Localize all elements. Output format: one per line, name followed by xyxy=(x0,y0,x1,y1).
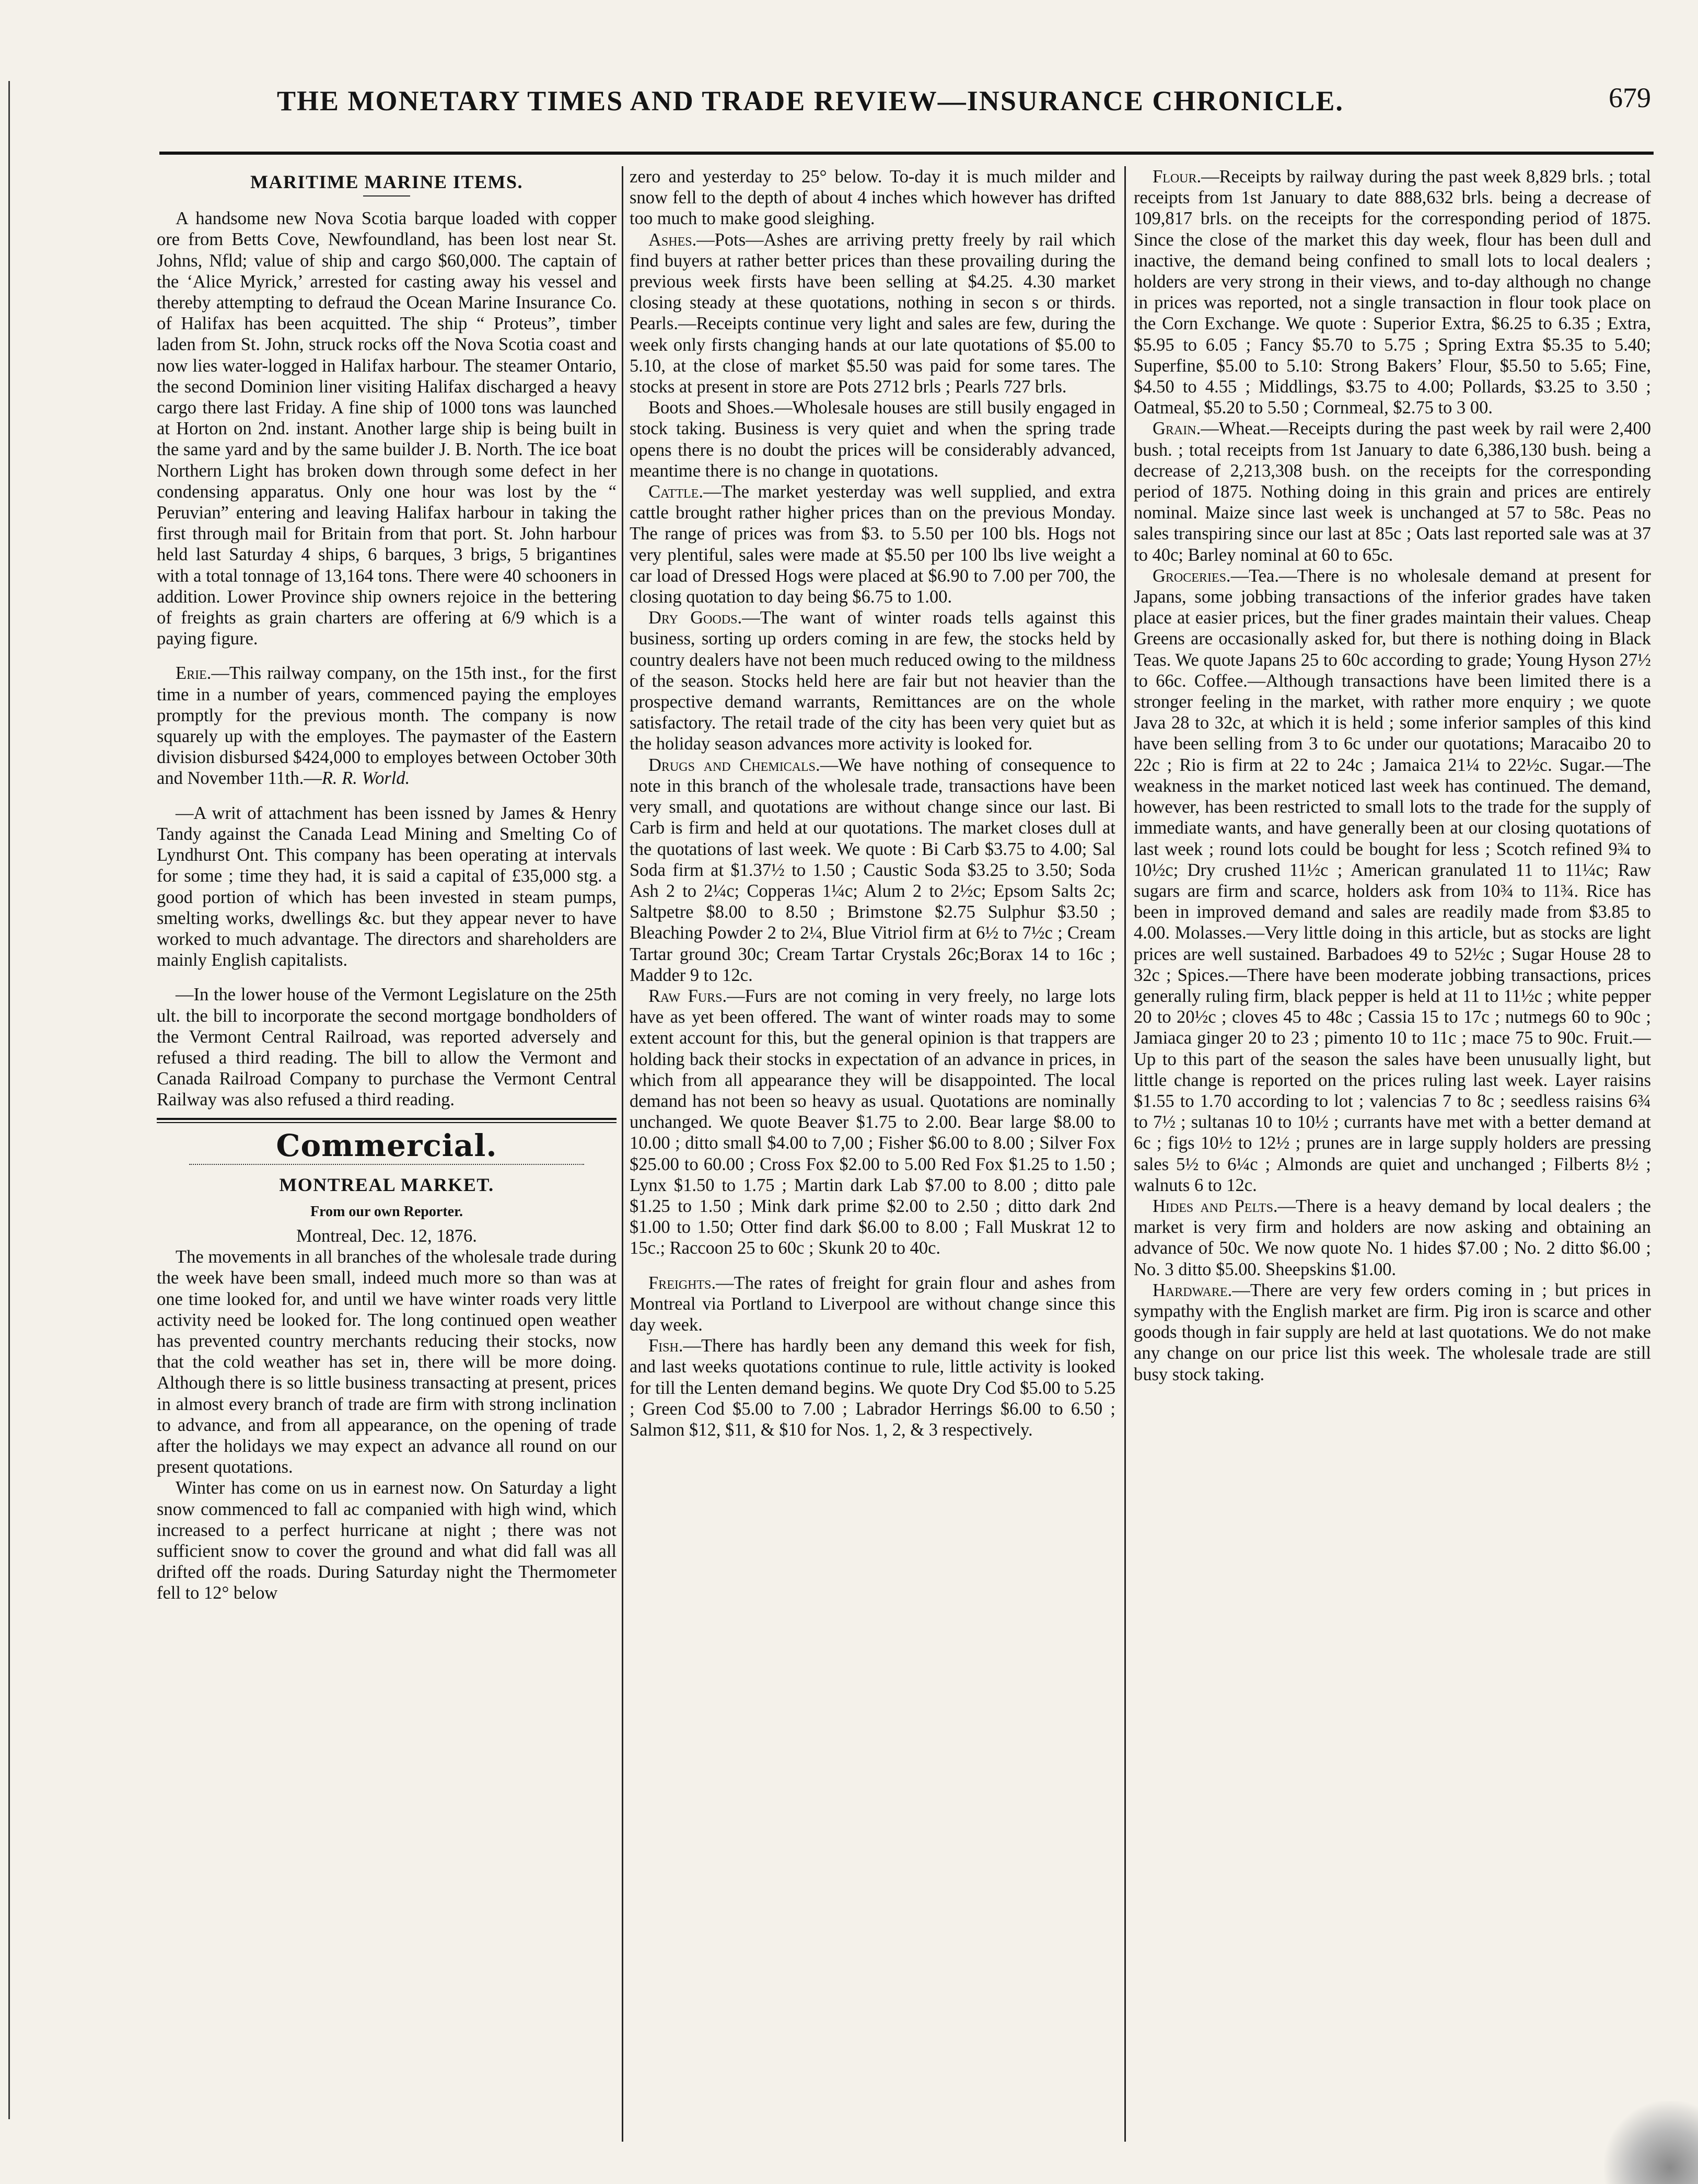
raw-furs-head: Raw Furs. xyxy=(648,986,727,1006)
hardware-paragraph xyxy=(1134,1280,1651,1385)
groceries-paragraph xyxy=(1134,565,1651,1196)
continued-paragraph: zero and yesterday to 25° below. To-day it is much milder and snow fell to the depth of about 4 inches which however has drifted too much to make good sleighing. xyxy=(630,167,1115,229)
page-number: 679 xyxy=(1609,82,1651,113)
flour-body: —Receipts by railway during the past week 8,829 brls. ; total receipts from 1st January to date 888,632 brls. being a decrease of 109,817 brls. on the receipts for the corresponding period of 1875. Since the close of the market this day week, flour has been dull and inactive, the demand being confined to small lots to local dealers ; holders are very strong in their views, and to-day although no change in prices was reported, not a single transaction in flour took place on the Corn Exchange. We quote : Superior Extra, $6.25 to 6.35 ; Extra, $5.95 to 6.05 ; Fancy $5.70 to 5.75 ; Spring Extra $5.35 to 5.40; Superfine, $5.00 to 5.10: Strong Bakers’ Flour, $5.50 to 5.65; Fine, $4.50 to 4.55 ; Middlings, $3.75 to 4.00; Pollards, $3.25 to 3.50 ; Oatmeal, $5.20 to 5.50 ; Cornmeal, $2.75 to 3 00. xyxy=(1134,167,1651,418)
boots-paragraph: Boots and Shoes.—Wholesale houses are still busily engaged in stock taking. Business is very quiet and when the spring trade opens there is no doubt the prices will be considerably advanced, meantime there is no change in quotations. xyxy=(630,398,1115,481)
freights-paragraph xyxy=(630,1273,1115,1336)
montreal-market-title: MONTREAL MARKET. xyxy=(279,1174,494,1195)
dry-goods-head: Dry Goods. xyxy=(648,608,742,628)
freights-body: —The rates of freight for grain flour and ashes from Montreal via Portland to Liverpool are without change since this day week. xyxy=(630,1273,1115,1335)
erie-paragraph xyxy=(157,663,617,789)
hides-head: Hides and Pelts. xyxy=(1153,1196,1278,1216)
column-3 xyxy=(1134,166,1651,2152)
erie-source: R. R. World. xyxy=(321,768,410,789)
drugs-body: —We have nothing of consequence to note in this branch of the wholesale trade, transactions have been very small, and quotations are without change since our last. Bi Carb is firm and held at our quotations. The market closes dull at the quotations of last week. We quote : Bi Carb $3.75 to 4.00; Sal Soda firm at $1.37½ to 1.50 ; Caustic Soda $3.25 to 3.50; Soda Ash 2 to 2¼c; Copperas 1¼c; Alum 2 to 2½c; Epsom Salts 2c; Saltpetre $8.00 to 8.50 ; Brimstone $2.75 Sulphur $3.50 ; Bleaching Powder 2 to 2¼, Blue Vitriol firm at 6½ to 7½c ; Cream Tartar ground 30c; Cream Tartar Crystals 26c;Borax 14 to 16c ; Madder 9 to 12c. xyxy=(630,755,1115,985)
grain-paragraph xyxy=(1134,418,1651,565)
vermont-paragraph: —In the lower house of the Vermont Legislature on the 25th ult. the bill to incorporate the second mortgage bondholders of the Vermont Central Railroad, was reported adversely and refused a third reading. The bill to allow the Vermont and Canada Railroad Company to purchase the Vermont Central Railway was also refused a third reading. xyxy=(157,985,617,1110)
journal-title: THE MONETARY TIMES AND TRADE REVIEW—INSURANCE CHRONICLE. xyxy=(277,85,1344,117)
raw-furs-body: —Furs are not coming in very freely, no large lots have as yet been offered. The want of winter roads may to some extent account for this, but the general opinion is that trappers are holding back their stocks in expectation of an advance in prices, in which from all appearance they will be disappointed. The local demand has not been so heavy as usual. Quotations are nominally unchanged. We quote Beaver $1.75 to 2.00. Bear large $8.00 to 10.00 ; ditto small $4.00 to 7,00 ; Fisher $6.00 to 8.00 ; Silver Fox $25.00 to 60.00 ; Cross Fox $2.00 to 5.00 Red Fox $1.25 to 1.50 ; Lynx $1.50 to 1.75 ; Martin dark Lab $7.00 to 8.00 ; ditto pale $1.25 to 1.50 ; Mink dark prime $2.00 to 2.50 ; ditto dark 2nd $1.00 to 1.50; Otter find dark $6.00 to 8.00 ; Fall Muskrat 12 to 15c.; Raccoon 25 to 60c ; Skunk 20 to 40c. xyxy=(630,986,1115,1258)
cattle-head: Cattle. xyxy=(648,482,703,502)
ashes-body: —Pots—Ashes are arriving pretty freely by rail which find buyers at rather better prices than these provailing during the previous week firsts have been selling at $4.25. 4.30 market closing steady at these quotations, nothing in secon s or thirds. Pearls.—Receipts continue very light and sales are few, during the week only firsts changing hands at our late quotations of $5.00 to 5.10, at the close of market $5.50 was paid for some tares. The stocks at present in store are Pots 2712 brls ; Pearls 727 brls. xyxy=(630,229,1115,397)
fish-body: —There has hardly been any demand this week for fish, and last weeks quotations continue to rule, little activity is looked for till the Lenten demand begins. We quote Dry Cod $5.00 to 5.25 ; Green Cod $5.00 to 7.00 ; Labrador Herrings $6.00 to 6.50 ; Salmon $12, $11, & $10 for Nos. 1, 2, & 3 respectively. xyxy=(630,1336,1115,1440)
spacer xyxy=(157,649,617,663)
column-1 xyxy=(157,166,617,2152)
scan-corner-smudge xyxy=(1604,2101,1698,2184)
erie-body: —This railway company, on the 15th inst., for the first time in a number of years, commenced paying the employes promptly for the previous month. The company is now squarely up with the employes. The paymaster of the Eastern division disbursed $424,000 to employes between October 30th and November 11th.— xyxy=(157,663,617,789)
column-2 xyxy=(630,166,1115,2152)
groceries-head: Groceries. xyxy=(1153,565,1231,586)
spacer xyxy=(157,789,617,803)
freights-head: Freights. xyxy=(648,1273,716,1293)
flour-head: Flour. xyxy=(1153,167,1202,187)
maritime-paragraph: A handsome new Nova Scotia barque loaded with copper ore from Betts Cove, Newfoundland, has been lost near St. Johns, Nfld; value of ship and cargo $60,000. The captain of the ‘Alice Myrick,’ arrested for casting away his vessel and thereby attempting to defraud the Ocean Marine Insurance Co. of Halifax has been acquitted. The ship “ Proteus”, timber laden from St. John, struck rocks off the Nova Scotia coast and now lies water-logged in Halifax harbour. The steamer Ontario, the second Dominion liner visiting Halifax discharged a heavy cargo there last Friday. A fine ship of 1000 tons was launched at Horton on 2nd. instant. Another large ship is being built in the same yard and by the same builder J. B. North. The ice boat Northern Light has broken down through some defect in her condensing apparatus. Only one hour was lost by the “ Peruvian” entering and leaving Halifax harbour in taking the first through mail for Britain from that port. St. John harbour held last Saturday 4 ships, 6 barques, 3 brigs, 5 brigantines with a total tonnage of 13,164 tons. There were 40 schooners in addition. Lower Province ship owners rejoice in the bettering of freights as grain charters are offering at 6/9 which is a paying figure. xyxy=(157,209,617,649)
hides-body: —There is a heavy demand by local dealers ; the market is very firm and holders are now asking and obtaining an advance of 50c. We now quote No. 1 hides $7.00 ; No. 2 ditto $6.00 ; No. 3 ditto $5.00. Sheepskins $1.00. xyxy=(1134,1196,1651,1279)
commercial-heading: Commercial. xyxy=(276,1127,497,1163)
column-rule-1 xyxy=(622,166,623,2142)
erie-head: Erie. xyxy=(176,663,212,684)
fish-paragraph xyxy=(630,1335,1115,1440)
ornamental-rule xyxy=(189,1164,585,1168)
movements-paragraph: The movements in all branches of the wholesale trade during the week have been small, indeed much more so than was at one time looked for, and until we have winter roads very little activity need be looked for. The long continued open weather has prevented country merchants reducing their stocks, now that the cold weather has set in, there will be more doing. Although there is so little business transacting at present, prices in almost every branch of trade are firm with strong inclination to advance, and from all appearance, on the opening of trade after the holidays we may expect an advance all round on our present quotations. xyxy=(157,1247,617,1477)
flour-paragraph xyxy=(1134,166,1651,418)
spacer xyxy=(157,970,617,984)
raw-furs-paragraph xyxy=(630,986,1115,1259)
fish-head: Fish. xyxy=(648,1336,683,1356)
ashes-paragraph xyxy=(630,229,1115,398)
hardware-head: Hardware. xyxy=(1153,1280,1232,1300)
byline: From our own Reporter. xyxy=(310,1203,463,1220)
dateline: Montreal, Dec. 12, 1876. xyxy=(296,1226,477,1246)
cattle-paragraph xyxy=(630,481,1115,607)
spacer xyxy=(630,1259,1115,1273)
grain-body: —Wheat.—Receipts during the past week by rail were 2,400 bush. ; total receipts from 1st January to date 6,386,130 bush. being a decrease of 2,213,308 bush. on the receipts for the corresponding period of 1875. Nothing doing in this grain and prices are entirely nominal. Maize since last week is unchanged at 57 to 58c. Peas no sales transpiring since our last at 85c ; Oats last reported sale was at 37 to 40c; Barley nominal at 60 to 65c. xyxy=(1134,419,1651,565)
dry-goods-body: —The want of winter roads tells against this business, sorting up orders coming in are few, the stocks held by country dealers have not been much reduced owing to the mildness of the season. Stocks held here are fair but not heavier than the prospective demand warrants, Remittances are on the whole satisfactory. The retail trade of the city has been very quiet but as the holiday season advances more activity is looked for. xyxy=(630,608,1115,754)
column-rule-2 xyxy=(1124,166,1126,2142)
drugs-head: Drugs and Chemicals. xyxy=(648,755,820,775)
hardware-body: —There are very few orders coming in ; but prices in sympathy with the English market are firm. Pig iron is scarce and other goods though in fair supply are held at last quotations. We do not make any change on our price list this week. The wholesale trade are still busy stock taking. xyxy=(1134,1280,1651,1384)
winter-paragraph: Winter has come on us in earnest now. On Saturday a light snow commenced to fall ac companied with high wind, which increased to a perfect hurricane at night ; there was not sufficient snow to cover the ground and what did fall was all drifted off the roads. During Saturday night the Thermometer fell to 12° below xyxy=(157,1478,617,1603)
groceries-body: —Tea.—There is no wholesale demand at present for Japans, some jobbing transactions of the inferior grades have taken place at easier prices, but the finer grades maintain their values. Cheap Greens are occasionally asked for, but there is nothing doing in Black Teas. We quote Japans 25 to 60c according to grade; Young Hyson 27½ to 66c. Coffee.—Although transactions have been limited there is a stronger feeling in the market, with rather more enquiry ; we quote Java 28 to 32c, at which it is held ; some inferior samples of this kind have been selling from 3 to 6c under our quotations; Maracaibo 20 to 22c ; Rio is firm at 22 to 24c ; Jamaica 21¼ to 22½c. Sugar.—The weakness in the market noticed last week has continued. The demand, however, has been restricted to small lots to the trade for the supply of immediate wants, and have generally been at our closing quotations of last week ; round lots could be bought for less ; Scotch refined 9¾ to 10½c; Dry crushed 11½c ; American granulated 11 to 11¼c; Raw sugars are firm and scarce, holders ask from 10¾ to 11¾. Rice has been in improved demand and sales are readily made from $3.85 to 4.00. Molasses.—Very little doing in this article, but as stocks are light prices are well sustained. Barbadoes 49 to 52½c ; Sugar House 28 to 32c ; Spices.—There have been moderate jobbing transactions, prices generally ruling firm, black pepper is held at 11 to 11½c ; white pepper 20 to 20½c ; cloves 45 to 48c ; Cassia 15 to 17c ; nutmegs 60 to 90c ; Jamiaca ginger 20 to 23 ; pimento 10 to 11c ; mace 75 to 90c. Fruit.—Up to this part of the season the sales have been unusually light, but little change is reported on the prices ruling last week. Layer raisins $1.55 to 1.70 according to lot ; valencias 7 to 8c ; seedless raisins 6¾ to 7½ ; sultanas 10 to 10½ ; currants have met with a better demand at 6c ; figs 10½ to 12½ ; prunes are in large supply holders are pressing sales 5½ to 6¼c ; Almonds are quiet and unchanged ; Filberts 8½ ; walnuts 6 to 12c. xyxy=(1134,565,1651,1195)
grain-head: Grain. xyxy=(1153,419,1201,439)
ashes-head: Ashes. xyxy=(648,229,697,250)
header-rule xyxy=(159,152,1654,155)
maritime-title: MARITIME MARINE ITEMS. xyxy=(250,171,524,192)
drugs-paragraph xyxy=(630,755,1115,986)
dry-goods-paragraph xyxy=(630,607,1115,754)
writ-paragraph: —A writ of attachment has been issned by James & Henry Tandy against the Canada Lead Mining and Smelting Co of Lyndhurst Ont. This company has been operating at intervals for some ; time they had, it is said a capital of £35,000 stg. a good portion of which has been invested in steam pumps, smelting works, dwellings &c. but they appear never to have worked to much advantage. The directors and shareholders are mainly English capitalists. xyxy=(157,803,617,970)
running-header xyxy=(157,78,1651,136)
section-double-rule xyxy=(157,1118,617,1123)
page-edge-line xyxy=(8,81,10,2119)
cattle-body: —The market yesterday was well supplied, and extra cattle brought rather higher prices than on the previous Monday. The range of prices was from $3. to 5.50 per 100 bls. Hogs not very plentiful, sales were made at $5.50 per 100 lbs live weight a car load of Dressed Hogs were placed at $6.90 to 7.00 per 700, the closing quotation to day being $6.75 to 1.00. xyxy=(630,482,1115,607)
title-rule xyxy=(363,195,410,197)
hides-paragraph xyxy=(1134,1196,1651,1280)
